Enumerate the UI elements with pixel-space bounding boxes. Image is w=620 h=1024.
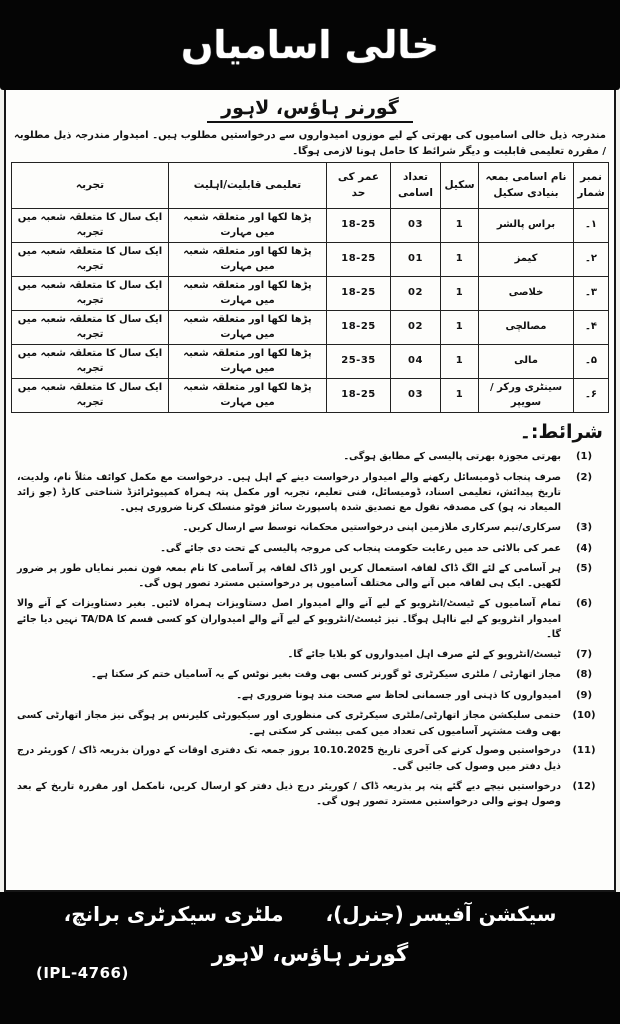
cell-serial: ۶۔ [574, 379, 609, 413]
condition-number: (9) [575, 689, 593, 701]
intro-paragraph: مندرجہ ذیل خالی اسامیوں کی بھرتی کے لیے موزوں امیدواروں سے درخواستیں مطلوب ہیں۔ امیدوار مندرجہ ذیل مطلوبہ / مقررہ تعلیمی قابلیت و دیگر شرائط کا حامل ہونا لازمی ہوگا۔ [14, 130, 606, 157]
condition-number: (6) [575, 598, 593, 610]
cell-serial: ۴۔ [574, 311, 609, 345]
ad-footer-banner [0, 892, 620, 1024]
condition-text: تمام آسامیوں کے ٹیسٹ/انٹرویو کے لیے آنے والے امیدوار اصل دستاویزات ہمراہ لائیں۔ بغیر دستاویزات کے آنے والا امیدوار انٹرویو کے لیے نااہل ہوگا۔ نیز ٹیسٹ/انٹرویو کے لیے آنے والے امیدواران کو کسی قسم کا TA/DA نہیں دیا جائے گا۔ [17, 598, 561, 640]
cell-age: 18-25 [327, 311, 391, 345]
condition-item [13, 596, 607, 642]
table-row [12, 311, 609, 345]
table-row [12, 345, 609, 379]
condition-item [13, 541, 607, 557]
cell-count: 04 [391, 345, 441, 379]
cell-qualification: پڑھا لکھا اور متعلقہ شعبہ میں مہارت [169, 243, 327, 277]
ad-title: خالی اسامیاں [180, 23, 439, 67]
condition-number: (5) [575, 563, 593, 575]
col-header-serial: نمبر شمار [574, 163, 609, 209]
condition-item [13, 779, 607, 810]
col-header-qualification: تعلیمی قابلیت/اہلیت [169, 163, 327, 209]
condition-item [13, 561, 607, 592]
condition-text: ٹیسٹ/انٹرویو کے لئے صرف اہل امیدواروں کو بلایا جائے گا۔ [287, 648, 561, 660]
condition-text: ہر آسامی کے لئے الگ ڈاک لفافہ استعمال کریں اور ڈاک لفافہ پر آسامی کا نام بمعہ فون نمبر نمایاں طور پر ضرور لکھیں۔ ایک ہی لفافہ میں آنے والی مختلف آسامیوں پر درخواستیں مسترد تصور ہوں گی۔ [17, 563, 561, 590]
footer-address: گورنر ہاؤس، لاہور [211, 942, 409, 966]
condition-item [13, 708, 607, 739]
condition-text: مجاز اتھارٹی / ملٹری سیکرٹری ٹو گورنر کسی بھی وقت بغیر نوٹس کے یہ آسامیاں ختم کر سکتا ہے۔ [91, 669, 561, 681]
cell-experience: ایک سال کا متعلقہ شعبہ میں تجربہ [12, 379, 169, 413]
cell-post: کیمز [479, 243, 574, 277]
conditions-list [11, 449, 609, 809]
cell-post: مالی [479, 345, 574, 379]
table-row [12, 243, 609, 277]
cell-qualification: پڑھا لکھا اور متعلقہ شعبہ میں مہارت [169, 209, 327, 243]
col-header-count: تعداد اسامی [391, 163, 441, 209]
table-row [12, 277, 609, 311]
cell-experience: ایک سال کا متعلقہ شعبہ میں تجربہ [12, 311, 169, 345]
cell-age: 18-25 [327, 243, 391, 277]
cell-serial: ۳۔ [574, 277, 609, 311]
condition-item [13, 449, 607, 465]
cell-post: براس پالشر [479, 209, 574, 243]
cell-serial: ۲۔ [574, 243, 609, 277]
cell-scale: 1 [441, 345, 479, 379]
cell-scale: 1 [441, 243, 479, 277]
cell-serial: ۱۔ [574, 209, 609, 243]
cell-age: 18-25 [327, 277, 391, 311]
table-row [12, 379, 609, 413]
col-header-post: نام اسامی بمعہ بنیادی سکیل [479, 163, 574, 209]
condition-item [13, 470, 607, 516]
cell-count: 02 [391, 311, 441, 345]
condition-number: (4) [575, 542, 593, 554]
condition-number: (10) [572, 710, 596, 722]
condition-text: امیدواروں کا ذہنی اور جسمانی لحاظ سے صحت مند ہونا ضروری ہے۔ [236, 689, 561, 701]
condition-item [13, 743, 607, 774]
table-row [12, 209, 609, 243]
col-header-experience: تجربہ [12, 163, 169, 209]
cell-scale: 1 [441, 379, 479, 413]
cell-experience: ایک سال کا متعلقہ شعبہ میں تجربہ [12, 345, 169, 379]
cell-qualification: پڑھا لکھا اور متعلقہ شعبہ میں مہارت [169, 345, 327, 379]
cell-age: 18-25 [327, 209, 391, 243]
condition-item [13, 667, 607, 683]
cell-experience: ایک سال کا متعلقہ شعبہ میں تجربہ [12, 243, 169, 277]
cell-scale: 1 [441, 311, 479, 345]
cell-count: 02 [391, 277, 441, 311]
ad-body-sheet [4, 90, 616, 892]
branch-name: ملٹری سیکرٹری برانچ، [63, 902, 284, 926]
cell-scale: 1 [441, 277, 479, 311]
table-header-row [12, 163, 609, 209]
organization-heading-wrap [11, 94, 609, 127]
cell-age: 18-25 [327, 379, 391, 413]
cell-experience: ایک سال کا متعلقہ شعبہ میں تجربہ [12, 209, 169, 243]
condition-number: (12) [572, 780, 596, 792]
cell-qualification: پڑھا لکھا اور متعلقہ شعبہ میں مہارت [169, 277, 327, 311]
condition-text: درخواستیں وصول کرنے کی آخری تاریخ 10.10.2025 بروز جمعہ تک دفتری اوقات کے دوران بذریعہ ڈاک / کوریئر درج ذیل دفتر میں وصول کی جائیں گی۔ [17, 745, 561, 772]
signatory-title: سیکشن آفیسر (جنرل)، [325, 902, 557, 926]
cell-qualification: پڑھا لکھا اور متعلقہ شعبہ میں مہارت [169, 311, 327, 345]
cell-count: 01 [391, 243, 441, 277]
cell-post: سینٹری ورکر / سویپر [479, 379, 574, 413]
cell-post: خلاصی [479, 277, 574, 311]
ad-title-banner [0, 0, 620, 90]
vacancies-table [11, 162, 609, 413]
condition-item [13, 688, 607, 704]
condition-item [13, 647, 607, 663]
ipl-reference-number: (IPL-4766) [36, 964, 129, 982]
cell-scale: 1 [441, 209, 479, 243]
cell-serial: ۵۔ [574, 345, 609, 379]
condition-text: سرکاری/نیم سرکاری ملازمین اپنی درخواستیں محکمانہ توسط سے ارسال کریں۔ [182, 522, 561, 534]
condition-number: (1) [575, 451, 593, 462]
condition-text: صرف پنجاب ڈومیسائل رکھنے والے امیدوار درخواست دینے کے اہل ہیں۔ درخواست مع مکمل کوائف مثلاً نام، ولدیت، تاریخ پیدائش، تعلیمی اسناد، ڈومیسائل، فنی تعلیم، تجربہ اور مکمل پتہ ہمراہ کمپیوٹرائزڈ شناختی کارڈ (جو زائد المیعاد نہ ہو) کی مصدقہ نقول مع تصدیق شدہ پاسپورٹ سائز فوٹو منسلک کرنا ضروری ہیں۔ [17, 471, 561, 514]
condition-number: (7) [575, 648, 593, 660]
footer-signature-line [0, 902, 620, 926]
condition-number: (2) [575, 471, 593, 483]
cell-count: 03 [391, 209, 441, 243]
condition-text: بھرتی مجوزہ بھرتی پالیسی کے مطابق ہوگی۔ [343, 451, 561, 462]
condition-number: (3) [575, 522, 593, 534]
cell-experience: ایک سال کا متعلقہ شعبہ میں تجربہ [12, 277, 169, 311]
condition-number: (11) [572, 745, 596, 757]
condition-text: درخواستیں نیچے دیے گئے پتہ پر بذریعہ ڈاک / کوریئر درج ذیل دفتر کو ارسال کریں، نامکمل اور مقررہ تاریخ کے بعد وصول ہونے والی درخواستیں مسترد تصور ہوں گی۔ [17, 780, 561, 807]
cell-post: مصالچی [479, 311, 574, 345]
cell-age: 25-35 [327, 345, 391, 379]
condition-text: عمر کی بالائی حد میں رعایت حکومت پنجاب کی مروجہ پالیسی کے تحت دی جائے گی۔ [160, 542, 561, 554]
conditions-heading: شرائط:۔ [519, 421, 603, 443]
cell-qualification: پڑھا لکھا اور متعلقہ شعبہ میں مہارت [169, 379, 327, 413]
col-header-age: عمر کی حد [327, 163, 391, 209]
condition-number: (8) [575, 669, 593, 681]
condition-text: حتمی سلیکشن مجاز اتھارٹی/ملٹری سیکرٹری کی منظوری اور سیکیورٹی کلیرنس پر ہوگی نیز مجاز اتھارٹی کسی بھی وقت مشتہر آسامیوں کی تعداد میں کمی بیشی کر سکتی ہے۔ [17, 710, 561, 737]
col-header-scale: سکیل [441, 163, 479, 209]
organization-name: گورنر ہاؤس، لاہور [207, 97, 413, 123]
cell-count: 03 [391, 379, 441, 413]
condition-item [13, 520, 607, 536]
